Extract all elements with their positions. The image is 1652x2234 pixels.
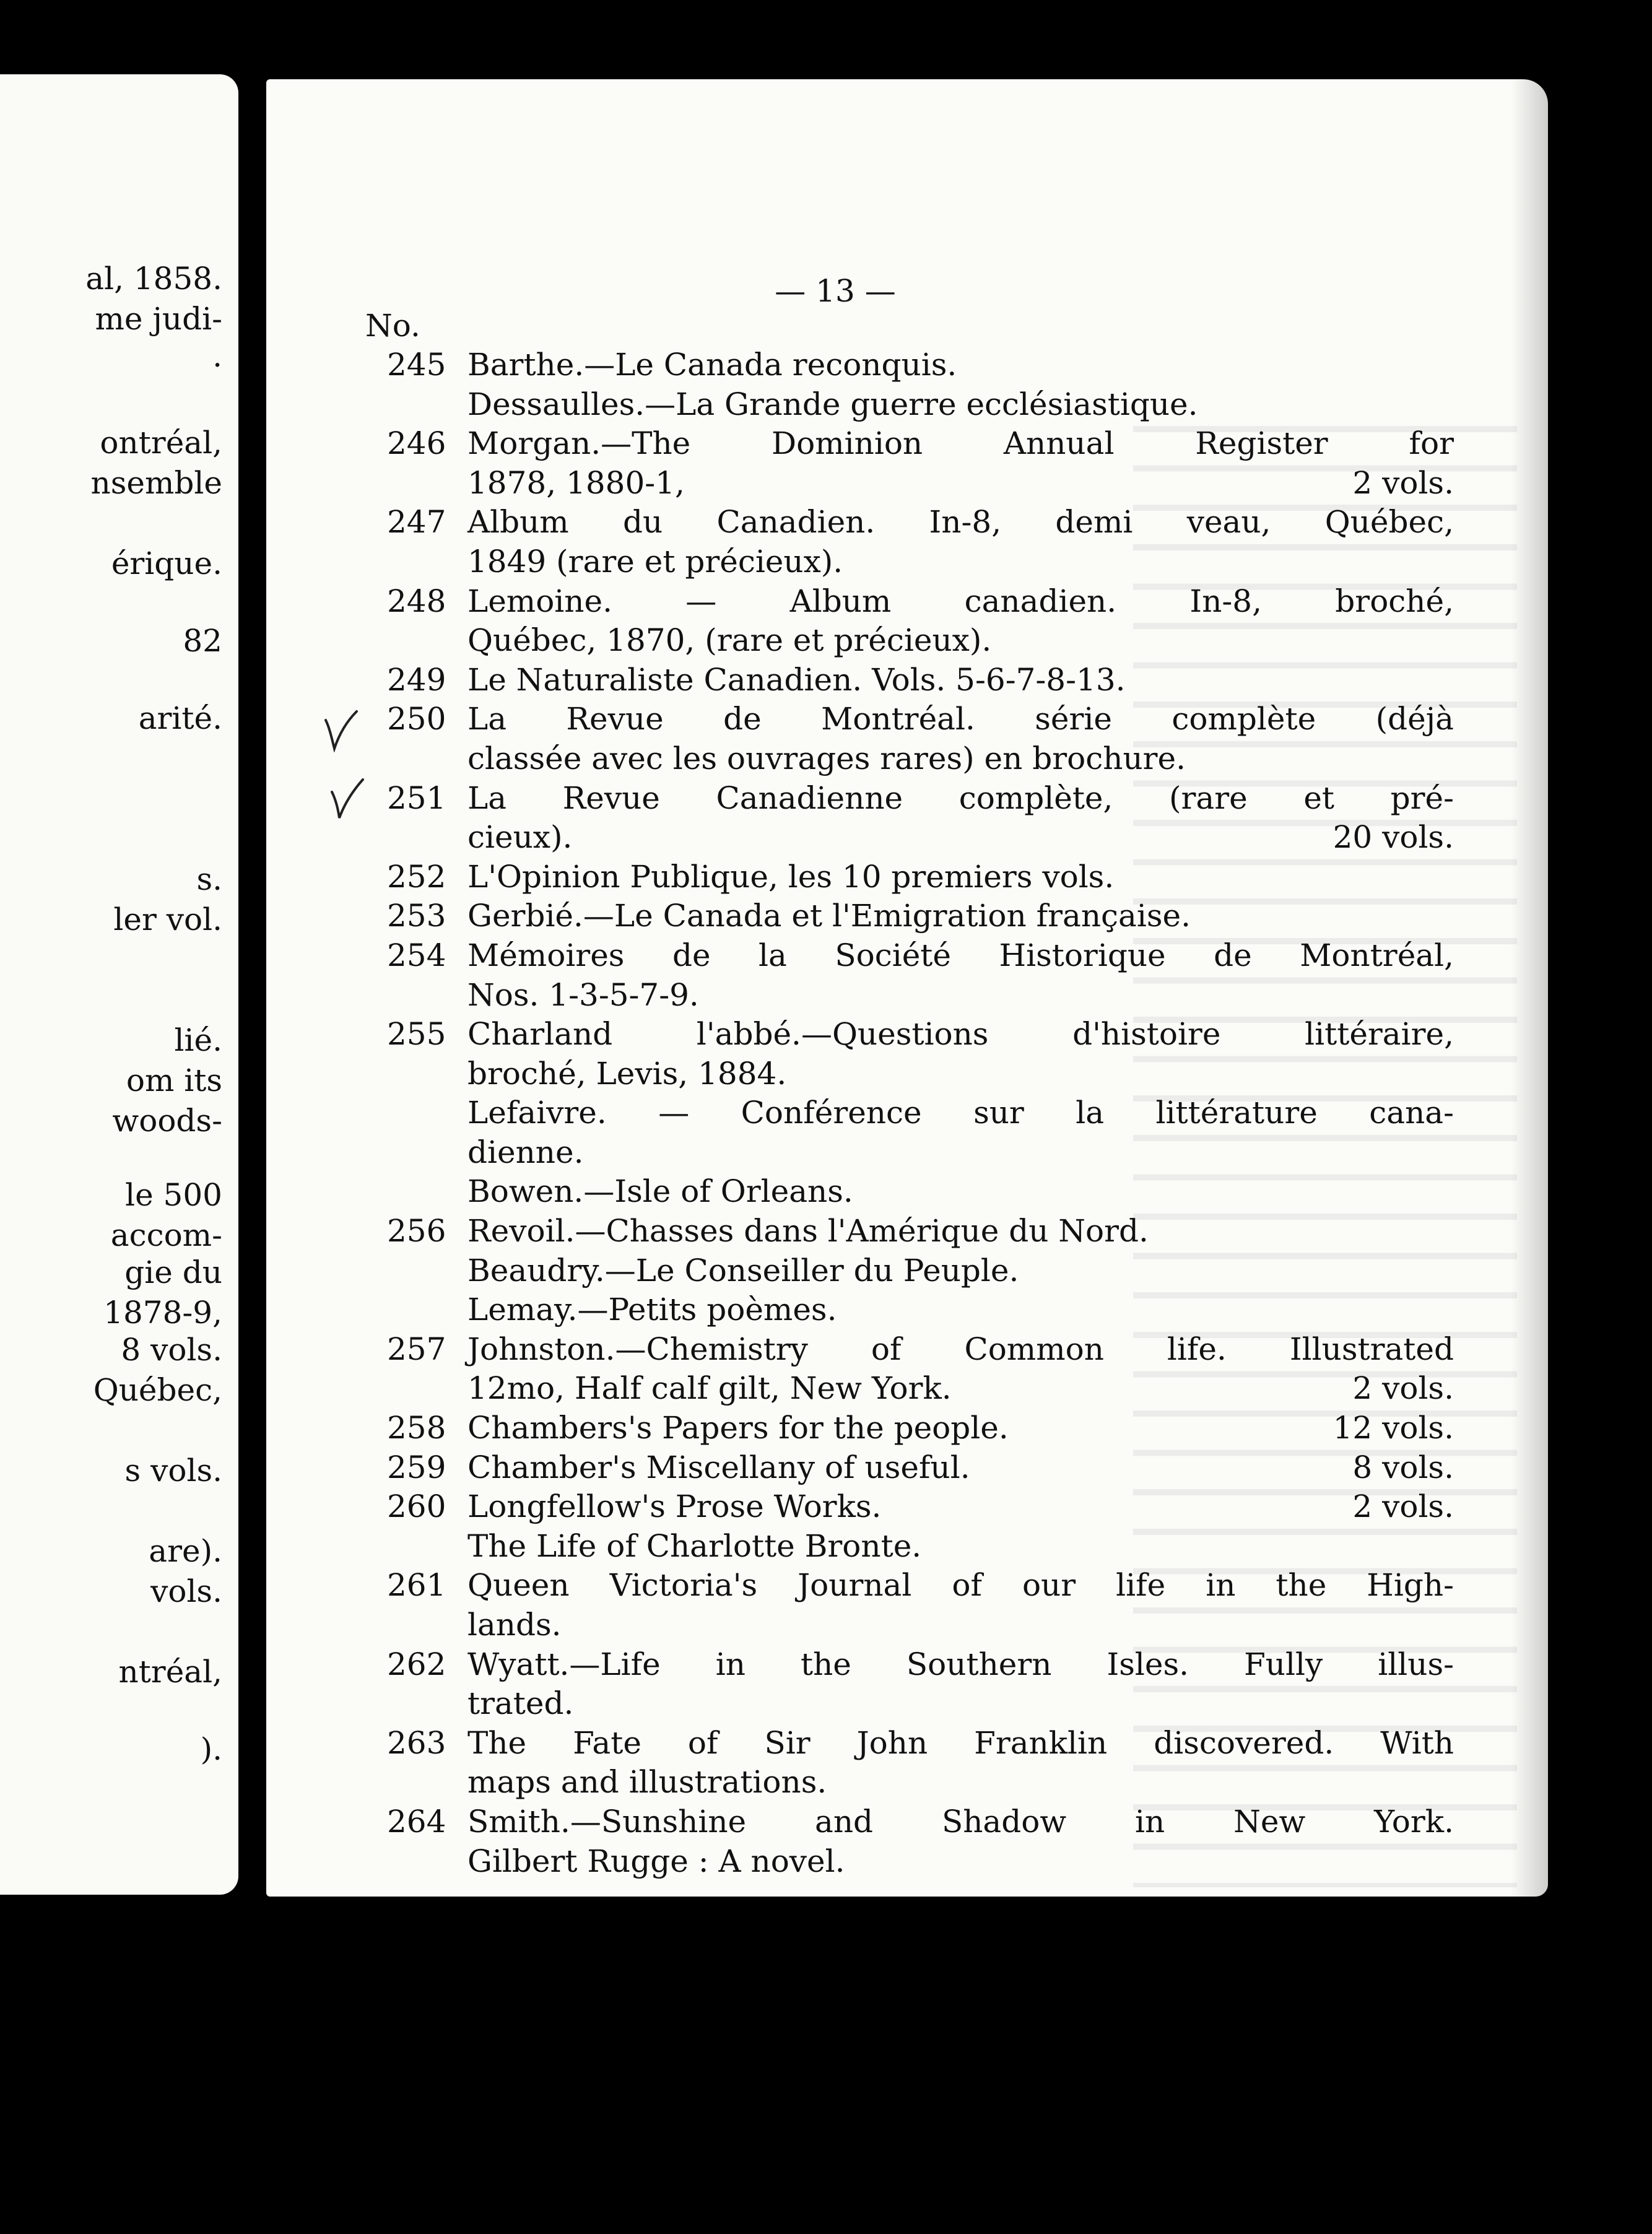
entry-text: Smith.—Sunshine and Shadow in New York. (467, 1803, 1454, 1840)
entry-line (266, 1133, 1548, 1173)
entry-number: 256 (387, 1213, 446, 1250)
entry-line (266, 1527, 1548, 1567)
left-page-line: woods- (112, 1103, 222, 1139)
entry-number: 251 (387, 780, 446, 816)
entry-number: 252 (387, 858, 446, 895)
entry-line (266, 936, 1548, 976)
entry-line (266, 1015, 1548, 1054)
entry-line (266, 858, 1548, 897)
entry-number: 250 (387, 701, 446, 737)
entry-text: Lemoine. — Album canadien. In-8, broché, (467, 583, 1454, 619)
entry-text: lands. (467, 1607, 562, 1643)
left-page-line: le 500 (125, 1177, 222, 1213)
left-page-line: me judi- (95, 301, 222, 337)
entry-number: 261 (387, 1567, 446, 1604)
left-page-line: ler vol. (113, 902, 222, 937)
entry-number: 262 (387, 1646, 446, 1682)
left-page-line: ). (200, 1731, 222, 1767)
entry-line (266, 976, 1548, 1015)
entry-text: Revoil.—Chasses dans l'Amérique du Nord. (467, 1213, 1149, 1250)
entry-line (266, 739, 1548, 779)
entry-text: Morgan.—The Dominion Annual Register for (467, 425, 1454, 462)
entry-line (266, 621, 1548, 661)
left-page-line: . (212, 338, 222, 374)
entry-line (266, 1606, 1548, 1645)
left-page-line: nsemble (90, 465, 222, 501)
catalog-entries (266, 346, 1548, 1881)
entry-text: Barthe.—Le Canada reconquis. (467, 347, 957, 383)
entry-line (266, 779, 1548, 819)
left-page-line: lié. (174, 1022, 222, 1058)
entry-volume-count: 2 vols. (1352, 464, 1454, 501)
entry-line (266, 1842, 1548, 1882)
entry-line (266, 1290, 1548, 1330)
entry-line (266, 464, 1548, 503)
entry-text: L'Opinion Publique, les 10 premiers vols. (467, 858, 1115, 895)
left-page-line: ntréal, (118, 1654, 222, 1690)
left-page-line: s vols. (124, 1453, 222, 1489)
left-page-line: al, 1858. (85, 261, 222, 297)
entry-text: Lefaivre. — Conférence sur la littérature cana- (467, 1095, 1454, 1131)
entry-text: Québec, 1870, (rare et précieux). (467, 622, 992, 659)
left-page-line: vols. (150, 1573, 222, 1609)
left-page-line: 1878-9, (103, 1295, 222, 1331)
entry-text: The Life of Charlotte Bronte. (467, 1528, 922, 1564)
entry-text: classée avec les ouvrages rares) en brochure. (467, 740, 1186, 776)
entry-number: 245 (387, 347, 446, 383)
entry-text: Album du Canadien. In-8, demi veau, Québec, (467, 504, 1454, 541)
entry-text: dienne. (467, 1134, 584, 1170)
left-page-line: s. (196, 861, 222, 897)
entry-number: 248 (387, 583, 446, 619)
entry-text: Chambers's Papers for the people. (467, 1410, 1009, 1446)
entry-text: Longfellow's Prose Works. (467, 1489, 882, 1525)
left-page-line: are). (149, 1533, 222, 1569)
entry-number: 258 (387, 1410, 446, 1446)
entry-number: 247 (387, 504, 446, 541)
entry-line (266, 1251, 1548, 1291)
entry-line (266, 1212, 1548, 1251)
entry-line (266, 1054, 1548, 1094)
check-mark-250 (322, 709, 359, 752)
entry-line (266, 700, 1548, 739)
entry-text: Johnston.—Chemistry of Common life. Illustrated (467, 1331, 1454, 1367)
check-mark-251 (328, 777, 365, 820)
page-number: — 13 — (775, 273, 896, 309)
left-page-line: om its (126, 1063, 222, 1098)
entry-text: Chamber's Miscellany of useful. (467, 1449, 970, 1485)
entry-text: Gerbié.—Le Canada et l'Emigration française. (467, 898, 1191, 934)
left-page-line: Québec, (93, 1372, 222, 1408)
entry-text: 12mo, Half calf gilt, New York. (467, 1370, 952, 1407)
entry-volume-count: 2 vols. (1352, 1370, 1454, 1407)
entry-text: Mémoires de la Société Historique de Montréal, (467, 937, 1454, 973)
entry-text: Nos. 1-3-5-7-9. (467, 976, 699, 1013)
no-column-label: No. (365, 308, 420, 344)
entry-text: Dessaulles.—La Grande guerre ecclésiastique. (467, 386, 1198, 422)
entry-number: 260 (387, 1489, 446, 1525)
entry-number: 254 (387, 937, 446, 973)
entry-text: La Revue de Montréal. série complète (déjà (467, 701, 1454, 737)
entry-line (266, 897, 1548, 936)
entry-volume-count: 8 vols. (1352, 1449, 1454, 1485)
entry-text: Queen Victoria's Journal of our life in the High- (467, 1567, 1454, 1604)
entry-number: 253 (387, 898, 446, 934)
entry-line (266, 661, 1548, 700)
entry-volume-count: 2 vols. (1352, 1489, 1454, 1525)
left-page-line: accom- (110, 1217, 222, 1253)
right-page (266, 79, 1548, 1897)
entry-text: Wyatt.—Life in the Southern Isles. Fully illus- (467, 1646, 1454, 1682)
entry-line (266, 1330, 1548, 1370)
entry-text: 1849 (rare et précieux). (467, 543, 843, 580)
entry-line (266, 1369, 1548, 1409)
entry-line (266, 1093, 1548, 1133)
left-page-line: 82 (183, 623, 222, 659)
entry-text: cieux). (467, 819, 573, 856)
entry-number: 259 (387, 1449, 446, 1485)
left-page-line: 8 vols. (121, 1332, 222, 1368)
left-page (0, 74, 238, 1895)
entry-line (266, 503, 1548, 542)
entry-text: Lemay.—Petits poèmes. (467, 1292, 837, 1328)
entry-volume-count: 20 vols. (1332, 819, 1454, 856)
entry-line (266, 1763, 1548, 1802)
entry-line (266, 542, 1548, 582)
entry-line (266, 1724, 1548, 1763)
entry-text: trated. (467, 1685, 574, 1722)
entry-line (266, 424, 1548, 464)
entry-line (266, 1487, 1548, 1527)
entry-text: La Revue Canadienne complète, (rare et pré- (467, 780, 1454, 816)
entry-text: broché, Levis, 1884. (467, 1055, 787, 1092)
entry-text: Gilbert Rugge : A novel. (467, 1843, 845, 1879)
entry-line (266, 1566, 1548, 1606)
entry-number: 249 (387, 661, 446, 698)
check-mark-icon (328, 777, 365, 820)
left-page-line: érique. (111, 545, 222, 581)
check-mark-icon (322, 709, 359, 752)
entry-line (266, 1802, 1548, 1842)
entry-text: Charland l'abbé.—Questions d'histoire littéraire, (467, 1016, 1454, 1053)
entry-line (266, 1645, 1548, 1685)
entry-number: 263 (387, 1724, 446, 1761)
entry-text: Le Naturaliste Canadien. Vols. 5-6-7-8-13. (467, 661, 1126, 698)
entry-line (266, 1172, 1548, 1212)
entry-text: Beaudry.—Le Conseiller du Peuple. (467, 1252, 1019, 1289)
entry-line (266, 1409, 1548, 1448)
left-page-line: ontréal, (100, 425, 222, 461)
entry-text: Bowen.—Isle of Orleans. (467, 1173, 853, 1210)
entry-line (266, 582, 1548, 622)
entry-number: 264 (387, 1803, 446, 1840)
left-page-line: gie du (124, 1254, 222, 1290)
left-page-line: arité. (138, 700, 222, 736)
entry-line (266, 818, 1548, 858)
entry-number: 257 (387, 1331, 446, 1367)
entry-text: maps and illustrations. (467, 1764, 827, 1801)
entry-line (266, 385, 1548, 425)
entry-text: The Fate of Sir John Franklin discovered. With (467, 1724, 1454, 1761)
entry-number: 255 (387, 1016, 446, 1053)
entry-volume-count: 12 vols. (1332, 1410, 1454, 1446)
entry-line (266, 1448, 1548, 1488)
entry-line (266, 346, 1548, 385)
page-edge-shadow (1511, 79, 1548, 1897)
entry-line (266, 1684, 1548, 1724)
entry-text: 1878, 1880-1, (467, 464, 685, 501)
entry-number: 246 (387, 425, 446, 462)
